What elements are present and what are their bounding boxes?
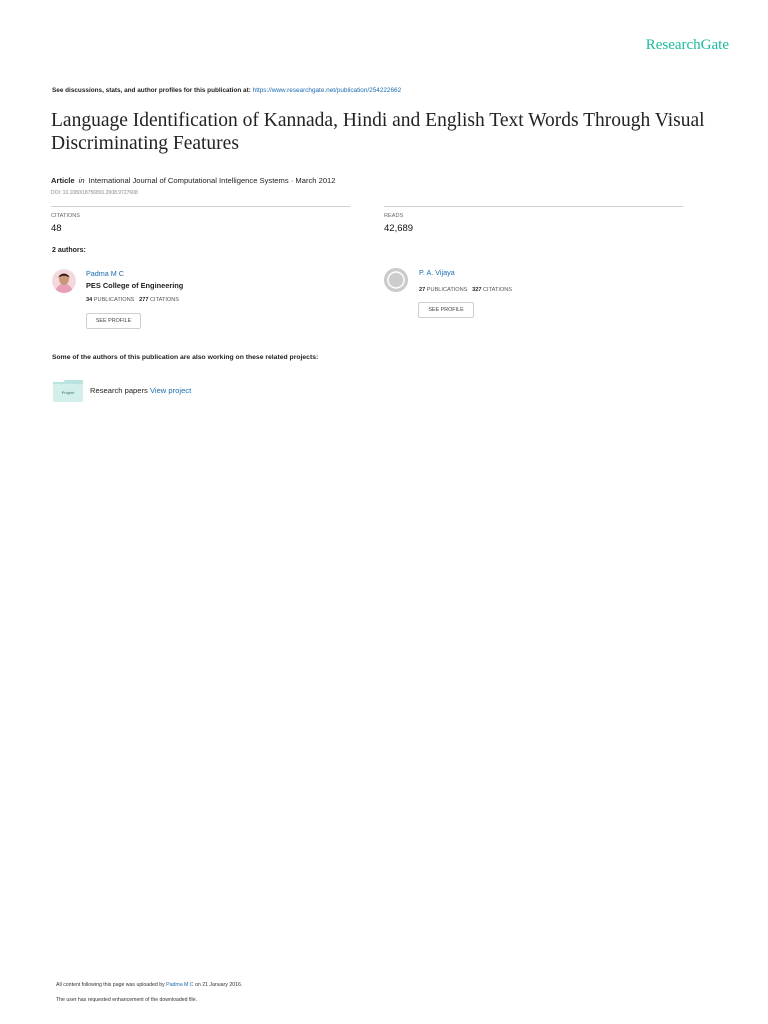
- authors-heading: 2 authors:: [52, 247, 86, 254]
- project-folder-icon[interactable]: [53, 380, 83, 402]
- citations-count: 277: [139, 297, 149, 303]
- see-discussions-line: [52, 87, 401, 94]
- divider-right: [384, 206, 683, 207]
- author-name-link[interactable]: Padma M C: [86, 269, 124, 278]
- author-stats: [86, 297, 179, 303]
- upload-note: [56, 982, 242, 988]
- upload-suffix: on 21 January 2016.: [193, 982, 243, 988]
- publication-meta: [51, 176, 336, 185]
- publication-title: Language Identification of Kannada, Hindi and English Text Words Through Visual Discriminating Features: [51, 110, 705, 154]
- reads-value: 42,689: [384, 223, 414, 234]
- publications-label: PUBLICATIONS: [93, 297, 135, 303]
- author-name-link[interactable]: P. A. Vijaya: [419, 268, 455, 277]
- view-project-link[interactable]: View project: [149, 386, 192, 395]
- see-discussions-text: See discussions, stats, and author profiles for this publication at:: [52, 87, 253, 94]
- project-line: [90, 386, 191, 395]
- author-institution: PES College of Engineering: [86, 281, 184, 290]
- see-profile-button[interactable]: SEE PROFILE: [418, 302, 474, 318]
- citations-value: 48: [51, 223, 62, 234]
- citations-label: CITATIONS: [51, 213, 81, 219]
- enhancement-notice: The user has requested enhancement of the downloaded file.: [56, 997, 198, 1003]
- author-photo-icon: [52, 269, 76, 293]
- in-label: in: [78, 176, 85, 185]
- avatar[interactable]: [384, 268, 408, 292]
- researchgate-logo[interactable]: ResearchGate: [645, 37, 729, 53]
- avatar[interactable]: [52, 269, 76, 293]
- journal-name: International Journal of Computational Intelligence Systems · March 2012: [88, 176, 336, 185]
- publications-label: PUBLICATIONS: [426, 287, 468, 293]
- related-projects-heading: Some of the authors of this publication are also working on these related projects:: [52, 354, 319, 361]
- reads-label: READS: [384, 213, 404, 219]
- publications-count: 27: [419, 287, 426, 293]
- default-avatar-icon: [384, 268, 408, 292]
- upload-prefix: All content following this page was uploaded by: [56, 982, 167, 988]
- citations-count: 327: [472, 287, 482, 293]
- uploader-link[interactable]: Padma M C: [166, 982, 194, 988]
- publication-url-link[interactable]: https://www.researchgate.net/publication/254222662: [252, 87, 402, 94]
- project-name: Research papers: [90, 386, 148, 395]
- citations-label: CITATIONS: [150, 297, 180, 303]
- see-profile-button[interactable]: SEE PROFILE: [86, 313, 141, 329]
- divider-left: [51, 206, 350, 207]
- project-icon-label: Project: [61, 390, 75, 395]
- author-stats: [419, 287, 512, 293]
- publications-count: 34: [86, 297, 93, 303]
- doi: DOI: 10.1080/18756891.2008.9727608: [51, 190, 138, 196]
- citations-label: CITATIONS: [483, 287, 513, 293]
- publication-type: Article: [51, 176, 75, 185]
